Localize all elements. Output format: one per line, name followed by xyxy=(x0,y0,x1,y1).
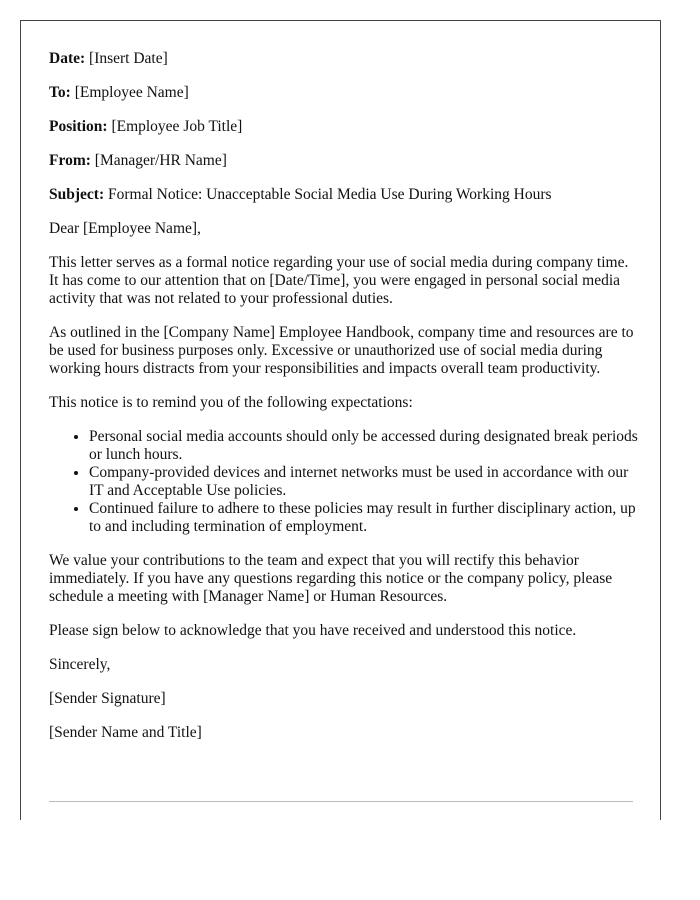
from-value: [Manager/HR Name] xyxy=(94,152,227,169)
position-line xyxy=(49,118,639,136)
to-label: To: xyxy=(49,84,71,101)
letter-content xyxy=(49,50,639,758)
from-label: From: xyxy=(49,152,91,169)
sign-off: Sincerely, xyxy=(49,656,111,673)
subject-value: Formal Notice: Unacceptable Social Media Use During Working Hours xyxy=(107,186,552,203)
position-value: [Employee Job Title] xyxy=(111,118,243,135)
letter-page xyxy=(20,20,661,820)
body-paragraph-4: We value your contributions to the team and expect that you will rectify this behavior immediately. If you have any questions regarding this notice or the company policy, please schedule a meeting with [Manager Name] or Human Resources. xyxy=(49,552,613,605)
salutation: Dear [Employee Name], xyxy=(49,220,201,237)
expectations-list xyxy=(49,428,639,536)
footer-divider xyxy=(49,801,633,802)
subject-line xyxy=(49,186,639,204)
position-label: Position: xyxy=(49,118,108,135)
body-paragraph-5: Please sign below to acknowledge that you have received and understood this notice. xyxy=(49,622,577,639)
body-paragraph-1: This letter serves as a formal notice regarding your use of social media during company time. It has come to our attention that on [Date/Time], you were engaged in personal social media activity that was not related to your professional duties. xyxy=(49,254,629,307)
list-item: • Personal social media accounts should only be accessed during designated break periods or lunch hours. xyxy=(89,428,639,464)
sender-name-title: [Sender Name and Title] xyxy=(49,724,202,741)
list-item: • Continued failure to adhere to these policies may result in further disciplinary action, up to and including termination of employment. xyxy=(89,500,639,536)
from-line xyxy=(49,152,639,170)
list-item: • Company-provided devices and internet networks must be used in accordance with our IT and Acceptable Use policies. xyxy=(89,464,639,500)
body-paragraph-3: This notice is to remind you of the following expectations: xyxy=(49,394,413,411)
date-value: [Insert Date] xyxy=(89,50,168,67)
sender-signature: [Sender Signature] xyxy=(49,690,166,707)
subject-label: Subject: xyxy=(49,186,105,203)
to-line xyxy=(49,84,639,102)
body-paragraph-2: As outlined in the [Company Name] Employee Handbook, company time and resources are to be used for business purposes only. Excessive or unauthorized use of social media during working hours distracts from your responsibilities and impacts overall team productivity. xyxy=(49,324,634,377)
to-value: [Employee Name] xyxy=(74,84,189,101)
date-label: Date: xyxy=(49,50,86,67)
date-line xyxy=(49,50,639,68)
